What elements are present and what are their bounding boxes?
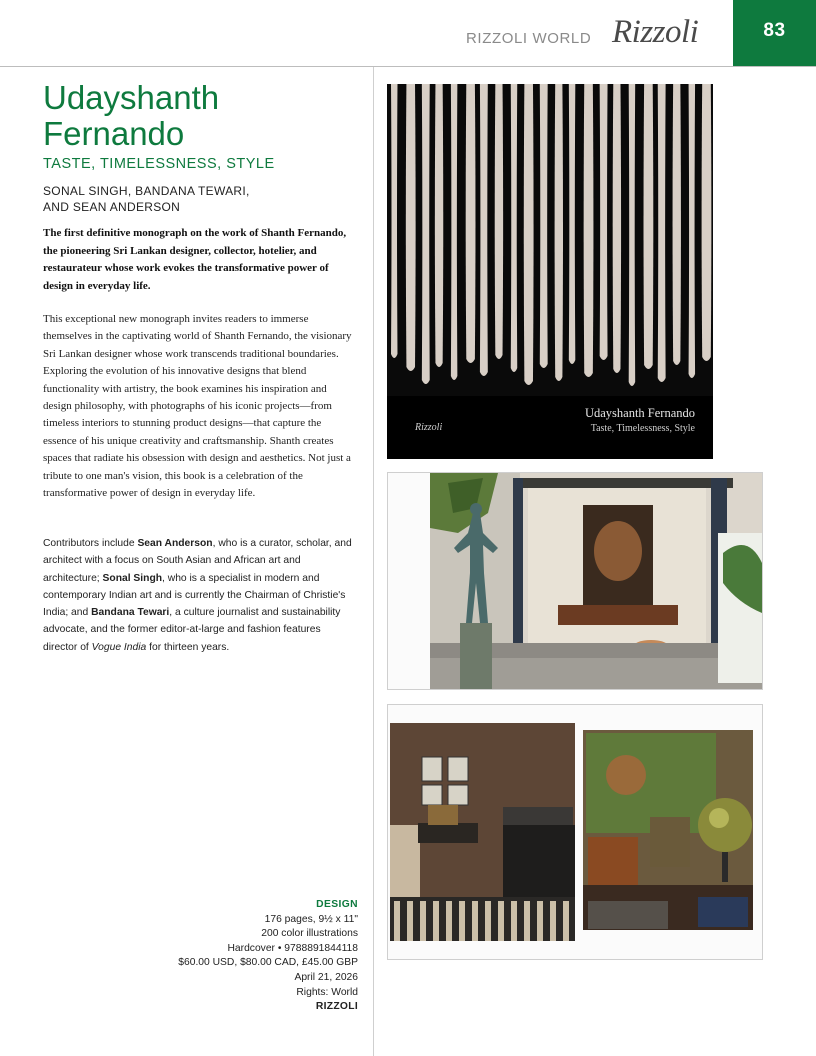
- cover-logo: Rizzoli: [415, 422, 443, 433]
- cover-stripe: [451, 84, 458, 380]
- spec-category: DESIGN: [316, 899, 358, 910]
- cover-stripe: [702, 84, 712, 361]
- book-title: [43, 80, 363, 152]
- authors-line-1: SONAL SINGH, BANDANA TEWARI,: [43, 184, 250, 198]
- cover-stripe: [658, 84, 666, 382]
- contributor-name: Sonal Singh: [102, 572, 163, 584]
- contrib-text: , a culture journalist and sustainability advocate, and the former editor-at-large and fashion features director of: [43, 607, 341, 653]
- book-title-line-2: Fernando: [43, 115, 185, 152]
- cover-subtitle: Taste, Timelessness, Style: [590, 423, 695, 434]
- rug-stripe: [472, 901, 478, 941]
- courtyard-photo: [388, 473, 762, 689]
- book-title-line-1: Udayshanth: [43, 79, 220, 116]
- cover-stripe: [555, 84, 563, 381]
- contributors-paragraph: [43, 535, 357, 656]
- rizzoli-logo: Rizzoli: [612, 14, 699, 50]
- cover-stripe: [422, 84, 430, 384]
- section-label: RIZZOLI WORLD: [466, 30, 592, 47]
- rug-stripe: [459, 901, 465, 941]
- header-divider: [0, 66, 816, 67]
- rug-stripe: [537, 901, 543, 941]
- rug-stripe: [446, 901, 452, 941]
- book-specs: [178, 898, 358, 1015]
- cover-stripe: [584, 84, 594, 377]
- cover-stripe: [466, 84, 476, 363]
- page-header: [0, 0, 816, 67]
- cover-stripe: [524, 84, 534, 385]
- interior-photo-bedroom: [387, 704, 763, 960]
- cover-stripe: [673, 84, 681, 365]
- cover-stripe: [480, 84, 488, 376]
- rug-stripe: [433, 901, 439, 941]
- page-number-box: [733, 0, 816, 67]
- contrib-text: , who is a curator, scholar, and architect with a focus on South Asian and African art and architecture;: [43, 538, 352, 584]
- column-divider: [373, 67, 374, 1056]
- description-paragraph: This exceptional new monograph invites readers to immerse themselves in the captivating world of Shanth Fernando, the visionary Sri Lankan designer whose work transcends traditional boundaries. Exploring the evolution of his innovative designs that blend functionality with artistry, the book examines his inspiration and design philosophy, with photographs of his iconic projects—from timeless interiors to stunning product designs—that capture the essence of his unique creativity and craftsmanship. Shanth creates spaces that radiate his obsession with design and aesthetics. Not just a tribute to one man's vision, this book is a celebration of the transformative power of design in everyday life.: [43, 313, 352, 500]
- spec-format: Hardcover • 9788891844118: [227, 942, 358, 954]
- spec-illustrations: 200 color illustrations: [261, 928, 358, 940]
- cover-stripe: [495, 84, 503, 359]
- cover-stripe: [435, 84, 443, 367]
- contrib-text: Contributors include: [43, 538, 138, 549]
- contributor-name: Bandana Tewari: [91, 607, 170, 619]
- publication-name: Vogue India: [91, 641, 147, 653]
- spec-date: April 21, 2026: [294, 971, 358, 983]
- cover-stripe: [600, 84, 608, 360]
- book-cover-image: [387, 84, 713, 459]
- cover-stripe: [391, 84, 398, 358]
- cover-stripe: [569, 84, 576, 364]
- spec-publisher: RIZZOLI: [315, 1001, 358, 1013]
- page-number: 83: [763, 20, 786, 41]
- spec-price: $60.00 USD, $80.00 CAD, £45.00 GBP: [178, 957, 358, 969]
- rug-stripe: [407, 901, 413, 941]
- cover-stripe: [689, 84, 696, 378]
- cover-stripe: [644, 84, 654, 369]
- rug-stripe: [563, 901, 569, 941]
- cover-stripe: [511, 84, 518, 372]
- contributor-name: Sean Anderson: [137, 538, 213, 549]
- lead-paragraph: The first definitive monograph on the work of Shanth Fernando, the pioneering Sri Lankan designer, collector, hotelier, and restaurateur whose work evokes the transformative power of design in everyday life.: [43, 227, 347, 292]
- contrib-text: for thirteen years.: [146, 641, 230, 653]
- authors-line-2: AND SEAN ANDERSON: [43, 200, 181, 214]
- rug-stripe: [394, 901, 400, 941]
- cover-stripe: [613, 84, 621, 373]
- spec-pages: 176 pages, 9½ x 11": [264, 913, 358, 925]
- cover-stripe: [540, 84, 548, 368]
- rug-stripe: [420, 901, 426, 941]
- interior-photo-courtyard: [387, 472, 763, 690]
- book-subtitle: TASTE, TIMELESSNESS, STYLE: [43, 156, 275, 172]
- spec-rights: Rights: World: [296, 986, 358, 998]
- cover-title: Udayshanth Fernando: [584, 406, 695, 420]
- rug-stripe: [485, 901, 491, 941]
- rug-stripe: [511, 901, 517, 941]
- cover-stripe-pattern: [387, 84, 713, 396]
- book-authors: [43, 183, 363, 215]
- rug-stripe: [524, 901, 530, 941]
- bedroom-photo: [388, 705, 762, 959]
- rug-stripe: [550, 901, 556, 941]
- contrib-text: , who is a specialist in modern and contemporary Indian art and is currently the Chairman of Christie's India; and: [43, 572, 346, 619]
- cover-stripe: [629, 84, 636, 386]
- cover-stripe: [406, 84, 416, 371]
- rug-stripe: [498, 901, 504, 941]
